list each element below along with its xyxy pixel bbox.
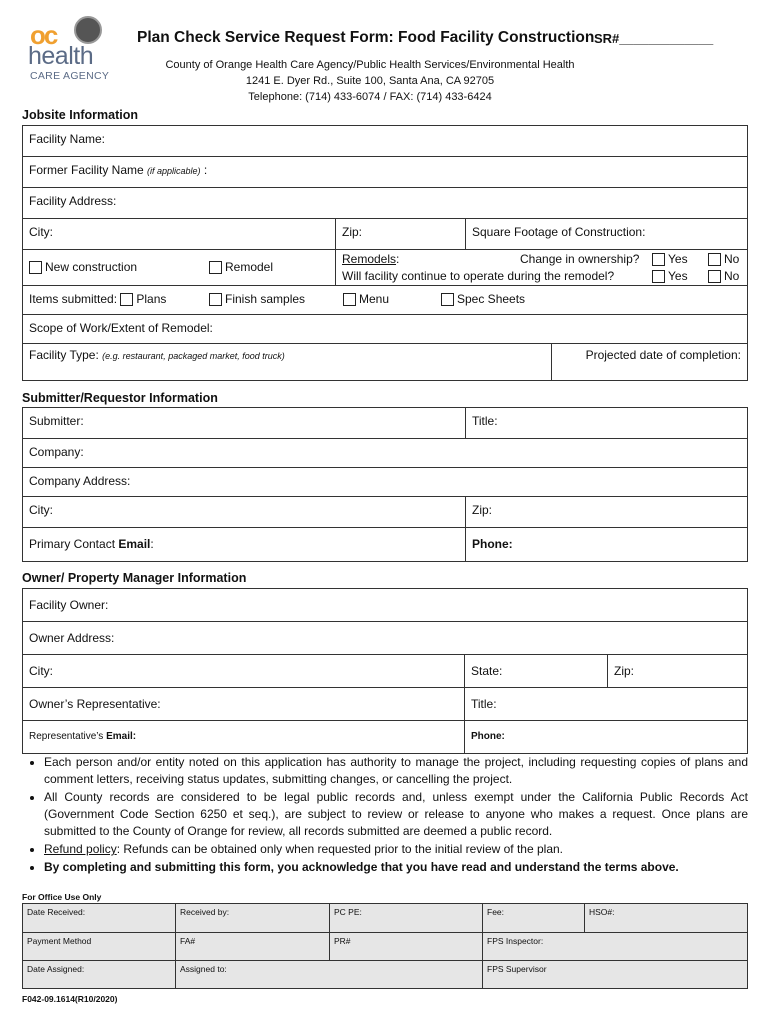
logo-oc-text: oc [30, 20, 57, 50]
form-number: F042-09.1614(R10/2020) [22, 994, 118, 1004]
fa-cell: FA# [176, 933, 330, 961]
former-name-row[interactable] [22, 156, 748, 188]
operate-no-checkbox[interactable] [708, 270, 721, 283]
address-line: County of Orange Health Care Agency/Public Health Services/Environmental Health [165, 59, 575, 71]
plans-checkbox[interactable] [120, 293, 133, 306]
assigned-to-cell: Assigned to: [176, 961, 483, 988]
owner-rep-title-field[interactable]: Title: [464, 688, 747, 720]
date-received-cell: Date Received: [23, 904, 176, 933]
received-by-cell: Received by: [176, 904, 330, 933]
submitter-city-row [22, 496, 748, 528]
city-field[interactable]: City: [29, 225, 53, 239]
term-refund: • Refund policy: Refunds can be obtained only when requested prior to the initial review of the plan. [44, 841, 748, 858]
rep-email-field[interactable]: Representative’s Email: [29, 731, 137, 742]
logo-agency-text: CARE AGENCY [30, 70, 110, 82]
change-ownership-label: Change in ownership? [520, 252, 640, 266]
pc-pe-cell: PC PE: [330, 904, 483, 933]
ownership-yes-checkbox[interactable] [652, 253, 665, 266]
owner-heading: Owner/ Property Manager Information [22, 571, 247, 585]
projected-date-field[interactable]: Projected date of completion: [551, 344, 747, 380]
facility-owner-label: Facility Owner: [29, 598, 109, 612]
term-public-records: • All County records are considered to be legal public records and, unless exempt under the California Public Records Act (Government Code Section 6250 et seq.), are subject to review or release to anyone who makes a request. Once plans are submitted to the County of Orange for review, all records submitted are deemed a public record. [44, 789, 748, 840]
facility-name-row[interactable] [22, 125, 748, 157]
form-title: Plan Check Service Request Form: Food Facility Construction [137, 29, 595, 46]
fee-cell: Fee: [483, 904, 585, 933]
submitter-field[interactable]: Submitter: [29, 414, 84, 428]
company-address-label: Company Address: [29, 474, 131, 488]
items-submitted-cell [23, 286, 747, 314]
no-label: No [724, 269, 740, 283]
new-construction-checkbox[interactable] [29, 261, 42, 274]
facility-address-label: Facility Address: [29, 194, 117, 208]
owner-state-field[interactable]: State: [464, 655, 607, 687]
rep-phone-field[interactable]: Phone: [464, 721, 747, 753]
primary-email-field[interactable]: Primary Contact Email: [29, 537, 154, 551]
construction-type-cell [23, 250, 335, 285]
contact-row [22, 527, 748, 562]
remodel-checkbox[interactable] [209, 261, 222, 274]
sr-number-field[interactable]: SR#_____________ [594, 31, 714, 46]
new-construction-label: New construction [45, 260, 138, 274]
remodels-label: Remodels [342, 252, 397, 266]
continue-operate-label: Will facility continue to operate during the remodel? [342, 269, 615, 283]
scope-label: Scope of Work/Extent of Remodel: [29, 321, 213, 335]
sq-footage-field[interactable]: Square Footage of Construction: [465, 219, 747, 249]
operate-yes-checkbox[interactable] [652, 270, 665, 283]
term-acknowledge: • By completing and submitting this form, you acknowledge that you have read and understand the terms above. [44, 859, 748, 876]
payment-method-cell: Payment Method [23, 933, 176, 961]
fps-inspector-cell: FPS Inspector: [483, 933, 747, 961]
no-label: No [724, 252, 740, 266]
refund-policy-link[interactable]: Refund policy [44, 842, 117, 856]
facility-owner-row[interactable] [22, 588, 748, 622]
remodels-cell: Remodels: Change in ownership? Yes No Will facility continue to operate during the remodel? Yes No [335, 250, 747, 285]
items-submitted-row [22, 285, 748, 315]
spec-sheets-checkbox[interactable] [441, 293, 454, 306]
logo-health-text: health [28, 42, 94, 70]
rep-contact-row [22, 720, 748, 754]
facility-type-field[interactable]: Facility Type: (e.g. restaurant, packaged market, food truck) [29, 348, 285, 362]
fps-supervisor-cell: FPS Supervisor [487, 964, 547, 974]
owner-address-row[interactable] [22, 621, 748, 655]
facility-name-label: Facility Name: [29, 132, 106, 146]
terms-list [22, 754, 748, 877]
finish-samples-checkbox[interactable] [209, 293, 222, 306]
finish-samples-label: Finish samples [225, 292, 306, 306]
address-line: Telephone: (714) 433-6074 / FAX: (714) 433-6424 [248, 91, 492, 103]
jobsite-heading: Jobsite Information [22, 108, 138, 122]
agency-address [150, 57, 590, 105]
submitter-phone-field[interactable]: Phone: [465, 528, 747, 561]
construction-type-row [22, 249, 748, 286]
submitter-zip-field[interactable]: Zip: [465, 497, 747, 527]
plans-label: Plans [136, 292, 167, 306]
owner-zip-field[interactable]: Zip: [607, 655, 747, 687]
yes-label: Yes [668, 252, 688, 266]
submitter-heading: Submitter/Requestor Information [22, 391, 218, 405]
former-name-label: Former Facility Name (if applicable) : [29, 163, 208, 177]
facility-address-row[interactable] [22, 187, 748, 219]
scope-row[interactable] [22, 314, 748, 344]
office-use-heading: For Office Use Only [22, 892, 102, 902]
term-authority: • Each person and/or entity noted on this application has authority to manage the project, including requesting copies of plans and comment letters, receiving status updates, submitting changes, or cancelling the project. [44, 754, 748, 788]
owner-address-label: Owner Address: [29, 631, 115, 645]
facility-type-row [22, 343, 748, 381]
ownership-no-checkbox[interactable] [708, 253, 721, 266]
city-zip-row [22, 218, 748, 250]
remodel-label: Remodel [225, 260, 274, 274]
company-address-row[interactable] [22, 467, 748, 497]
menu-checkbox[interactable] [343, 293, 356, 306]
yes-label: Yes [668, 269, 688, 283]
date-assigned-cell: Date Assigned: [23, 961, 176, 988]
hso-cell: HSO#: [585, 904, 747, 933]
owner-rep-field[interactable]: Owner’s Representative: [29, 697, 161, 711]
county-seal-icon [74, 16, 102, 44]
owner-city-row [22, 654, 748, 688]
company-row[interactable] [22, 438, 748, 468]
spec-sheets-label: Spec Sheets [457, 292, 526, 306]
zip-field[interactable]: Zip: [335, 219, 465, 249]
address-line: 1241 E. Dyer Rd., Suite 100, Santa Ana, CA 92705 [245, 75, 495, 87]
office-use-table [22, 903, 748, 989]
submitter-row [22, 407, 748, 439]
items-submitted-label: Items submitted: [29, 292, 118, 306]
submitter-title-field[interactable]: Title: [465, 408, 747, 438]
pr-cell: PR# [330, 933, 483, 961]
owner-rep-row [22, 687, 748, 721]
company-label: Company: [29, 445, 84, 459]
owner-city-field[interactable]: City: [29, 664, 53, 678]
menu-label: Menu [359, 292, 390, 306]
submitter-city-field[interactable]: City: [29, 503, 53, 517]
